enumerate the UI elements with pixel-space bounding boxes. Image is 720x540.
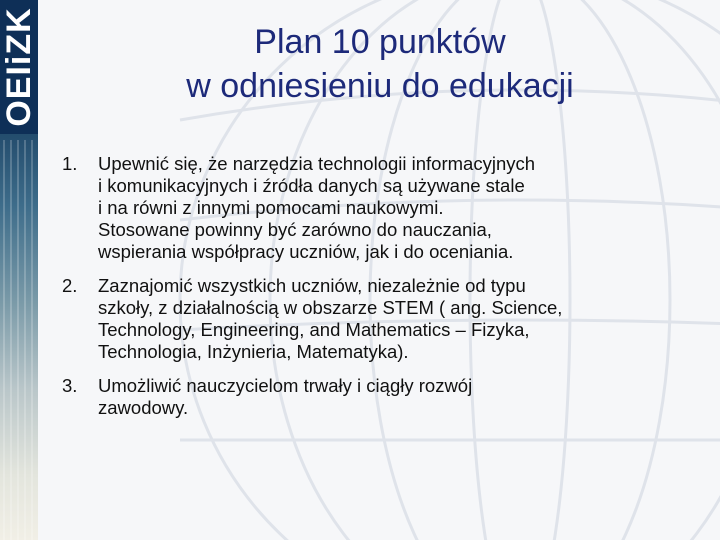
- list-item: [58, 275, 698, 363]
- list-item-line: szkoły, z działalnością w obszarze STEM ( ang. Science,: [98, 297, 563, 318]
- logo-text: OEIiZK: [0, 7, 38, 127]
- page-title: [60, 20, 700, 108]
- list-item-line: wspierania współpracy uczniów, jak i do oceniania.: [98, 241, 514, 262]
- list-item-line: i na równi z innymi pomocami naukowymi.: [98, 197, 444, 218]
- numbered-list: [58, 153, 698, 431]
- title-line-2: w odniesieniu do edukacji: [186, 67, 574, 105]
- list-item-line: zawodowy.: [98, 397, 189, 418]
- list-item-line: Technologia, Inżynieria, Matematyka).: [98, 341, 409, 362]
- list-item-line: Technology, Engineering, and Mathematics – Fizyka,: [98, 319, 530, 340]
- title-line-1: Plan 10 punktów: [254, 23, 506, 61]
- list-item-number: 2.: [62, 275, 78, 296]
- list-item-number: 1.: [62, 153, 78, 174]
- logo: [0, 0, 38, 134]
- left-decorative-strip: [0, 0, 38, 540]
- list-item-line: Umożliwić nauczycielom trwały i ciągły rozwój: [98, 375, 473, 396]
- list-item-line: Zaznajomić wszystkich uczniów, niezależnie od typu: [98, 275, 526, 296]
- list-item: [58, 375, 698, 419]
- list-item: [58, 153, 698, 263]
- list-item-line: Upewnić się, że narzędzia technologii informacyjnych: [98, 153, 536, 174]
- list-item-line: i komunikacyjnych i źródła danych są używane stale: [98, 175, 525, 196]
- list-item-line: Stosowane powinny być zarówno do nauczania,: [98, 219, 492, 240]
- list-item-number: 3.: [62, 375, 78, 396]
